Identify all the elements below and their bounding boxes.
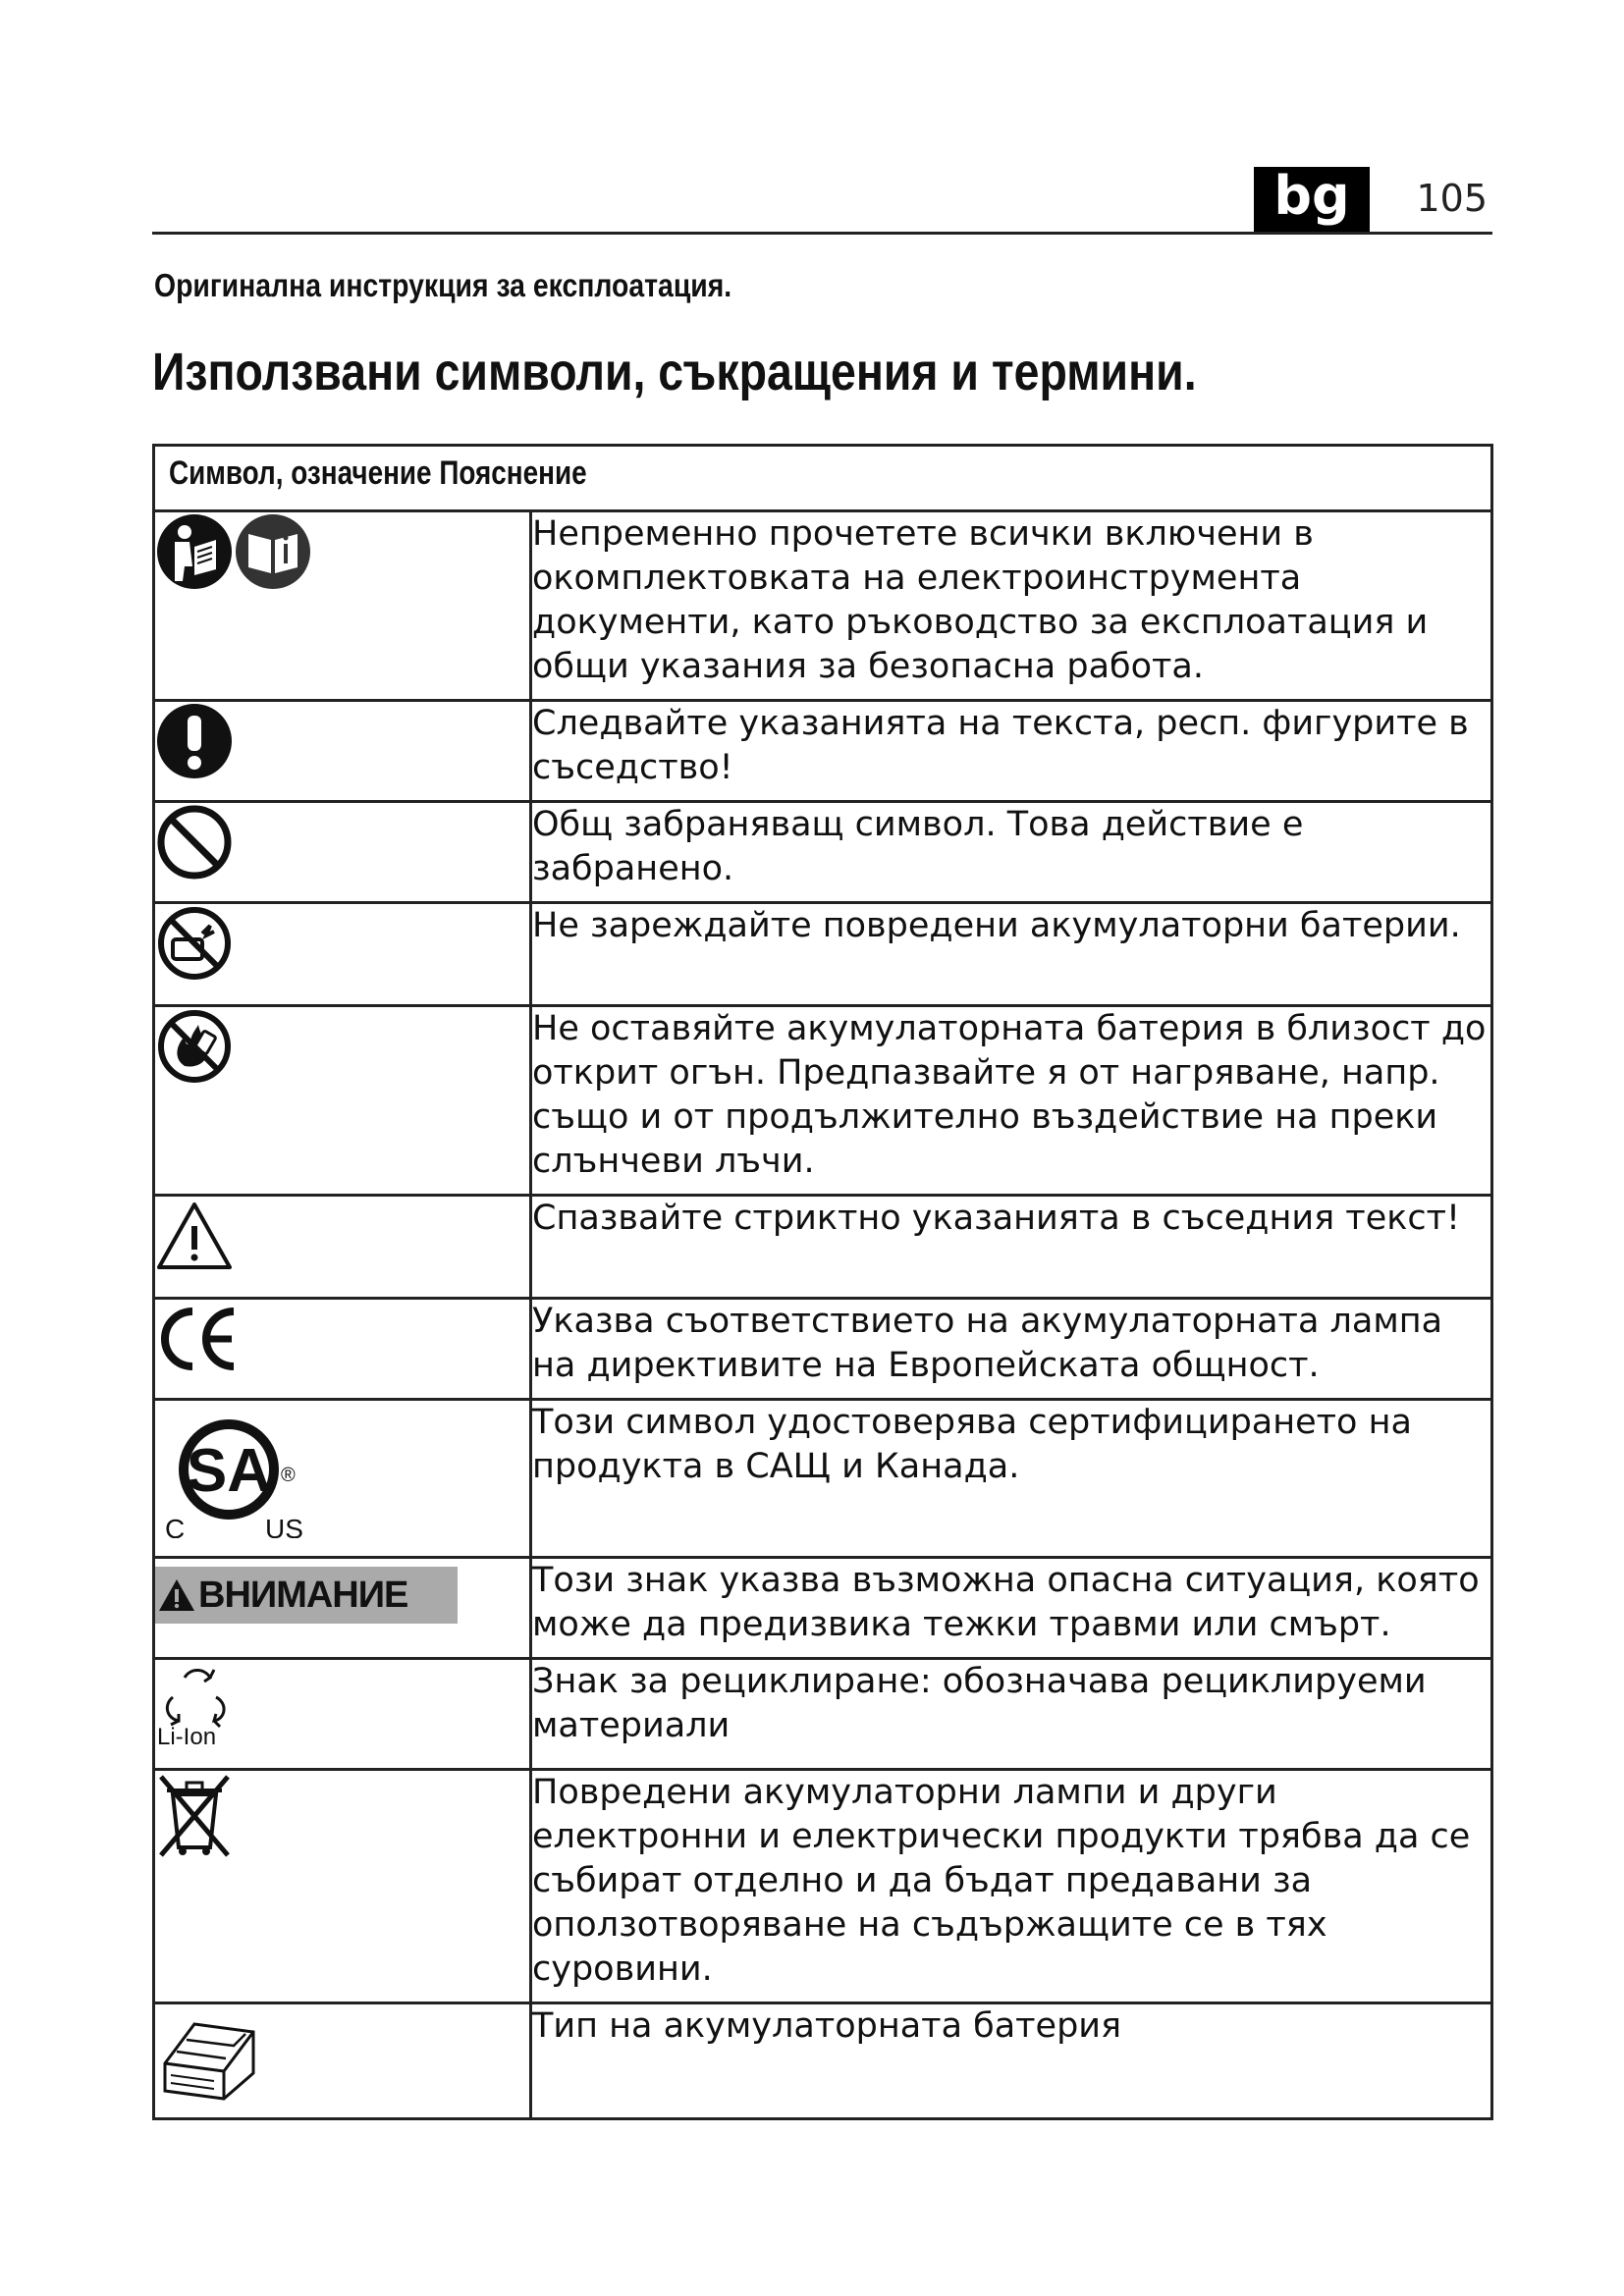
- svg-text:SA: SA: [186, 1437, 272, 1505]
- symbol-cell: [154, 1770, 531, 2003]
- caution-label: ВНИМАНИЕ: [198, 1574, 408, 1616]
- column-header-explanation: Пояснение: [439, 454, 587, 492]
- table-row: [154, 802, 1492, 903]
- explanation-cell: Общ забраняващ символ. Това действие е забранено.: [531, 802, 1492, 903]
- symbol-cell: [154, 2003, 531, 2119]
- csa-label-c: C: [165, 1514, 186, 1538]
- table-row: [154, 2003, 1492, 2119]
- li-ion-label: Li-Ion: [157, 1724, 217, 1748]
- explanation-cell: Спазвайте стриктно указанията в съседния текст!: [531, 1196, 1492, 1299]
- table-row: [154, 511, 1492, 701]
- weee-bin-icon: [155, 1771, 234, 1859]
- explanation-cell: Повредени акумулаторни лампи и други електронни и електрически продукти трябва да се събират отделно и да бъдат предавани за оползотворяване на съдържащите се в тях суровини.: [531, 1770, 1492, 2003]
- no-fire-icon: [155, 1007, 234, 1086]
- explanation-cell: Този символ удостоверява сертифицирането на продукта в САЩ и Канада.: [531, 1400, 1492, 1558]
- symbol-cell: [154, 511, 531, 701]
- no-charging-damaged-battery-icon: [155, 904, 234, 983]
- symbol-cell: [154, 1196, 531, 1299]
- table-header-row: [154, 446, 1492, 511]
- exclamation-icon: [155, 702, 234, 780]
- table-row: [154, 903, 1492, 1006]
- table-row: [154, 1770, 1492, 2003]
- symbol-cell: [154, 1659, 531, 1770]
- table-row: [154, 1299, 1492, 1400]
- page-title: Използвани символи, съкращения и термини.: [152, 343, 1197, 401]
- table-row: [154, 1196, 1492, 1299]
- document-subtitle: Оригинална инструкция за експлоатация.: [154, 267, 732, 303]
- table-row: [154, 1558, 1492, 1659]
- caution-triangle-icon: [155, 1575, 198, 1615]
- symbol-cell: [154, 1006, 531, 1196]
- table-row: [154, 1400, 1492, 1558]
- symbol-cell: [154, 1299, 531, 1400]
- warning-triangle-icon: [155, 1197, 234, 1275]
- table-row: [154, 701, 1492, 802]
- explanation-cell: Указва съответствието на акумулаторната лампа на директивите на Европейската общност.: [531, 1299, 1492, 1400]
- explanation-cell: Този знак указва възможна опасна ситуация, която може да предизвика тежки травми или смърт.: [531, 1558, 1492, 1659]
- prohibition-icon: [155, 803, 234, 881]
- csa-label-us: US: [265, 1514, 303, 1538]
- page-header: [152, 167, 1492, 235]
- registered-mark: ®: [281, 1465, 296, 1486]
- symbol-cell: [154, 802, 531, 903]
- table-row: [154, 1659, 1492, 1770]
- table-header: [154, 446, 1492, 511]
- ce-mark-icon: [155, 1300, 244, 1378]
- symbol-cell: [154, 1400, 531, 1558]
- explanation-cell: Не оставяйте акумулаторната батерия в близост до открит огън. Предпазвайте я от нагряване, напр. също и от продължително въздействие на преки слънчеви лъчи.: [531, 1006, 1492, 1196]
- explanation-cell: Знак за рециклиране: обозначава рециклируеми материали: [531, 1659, 1492, 1770]
- read-manual-icon: [155, 512, 342, 591]
- symbol-cell: [154, 701, 531, 802]
- explanation-cell: Тип на акумулаторната батерия: [531, 2003, 1492, 2119]
- caution-badge: [155, 1567, 458, 1624]
- symbol-cell: [154, 903, 531, 1006]
- explanation-cell: Следвайте указанията на текста, респ. фигурите в съседство!: [531, 701, 1492, 802]
- symbol-cell: [154, 1558, 531, 1659]
- explanation-cell: Не зареждайте повредени акумулаторни батерии.: [531, 903, 1492, 1006]
- explanation-cell: Непременно прочетете всички включени в окомплектовката на електроинструмента документи, като ръководство за експлоатация и общи указания за безопасна работа.: [531, 511, 1492, 701]
- symbols-table: [152, 444, 1493, 2120]
- column-header-symbol: Символ, означение: [169, 454, 432, 492]
- battery-pack-icon: [155, 2004, 263, 2103]
- csa-mark-icon: [155, 1401, 322, 1538]
- page-number: 105: [1416, 177, 1488, 220]
- recycling-icon: [155, 1660, 244, 1748]
- language-badge: bg: [1254, 167, 1370, 232]
- table-row: [154, 1006, 1492, 1196]
